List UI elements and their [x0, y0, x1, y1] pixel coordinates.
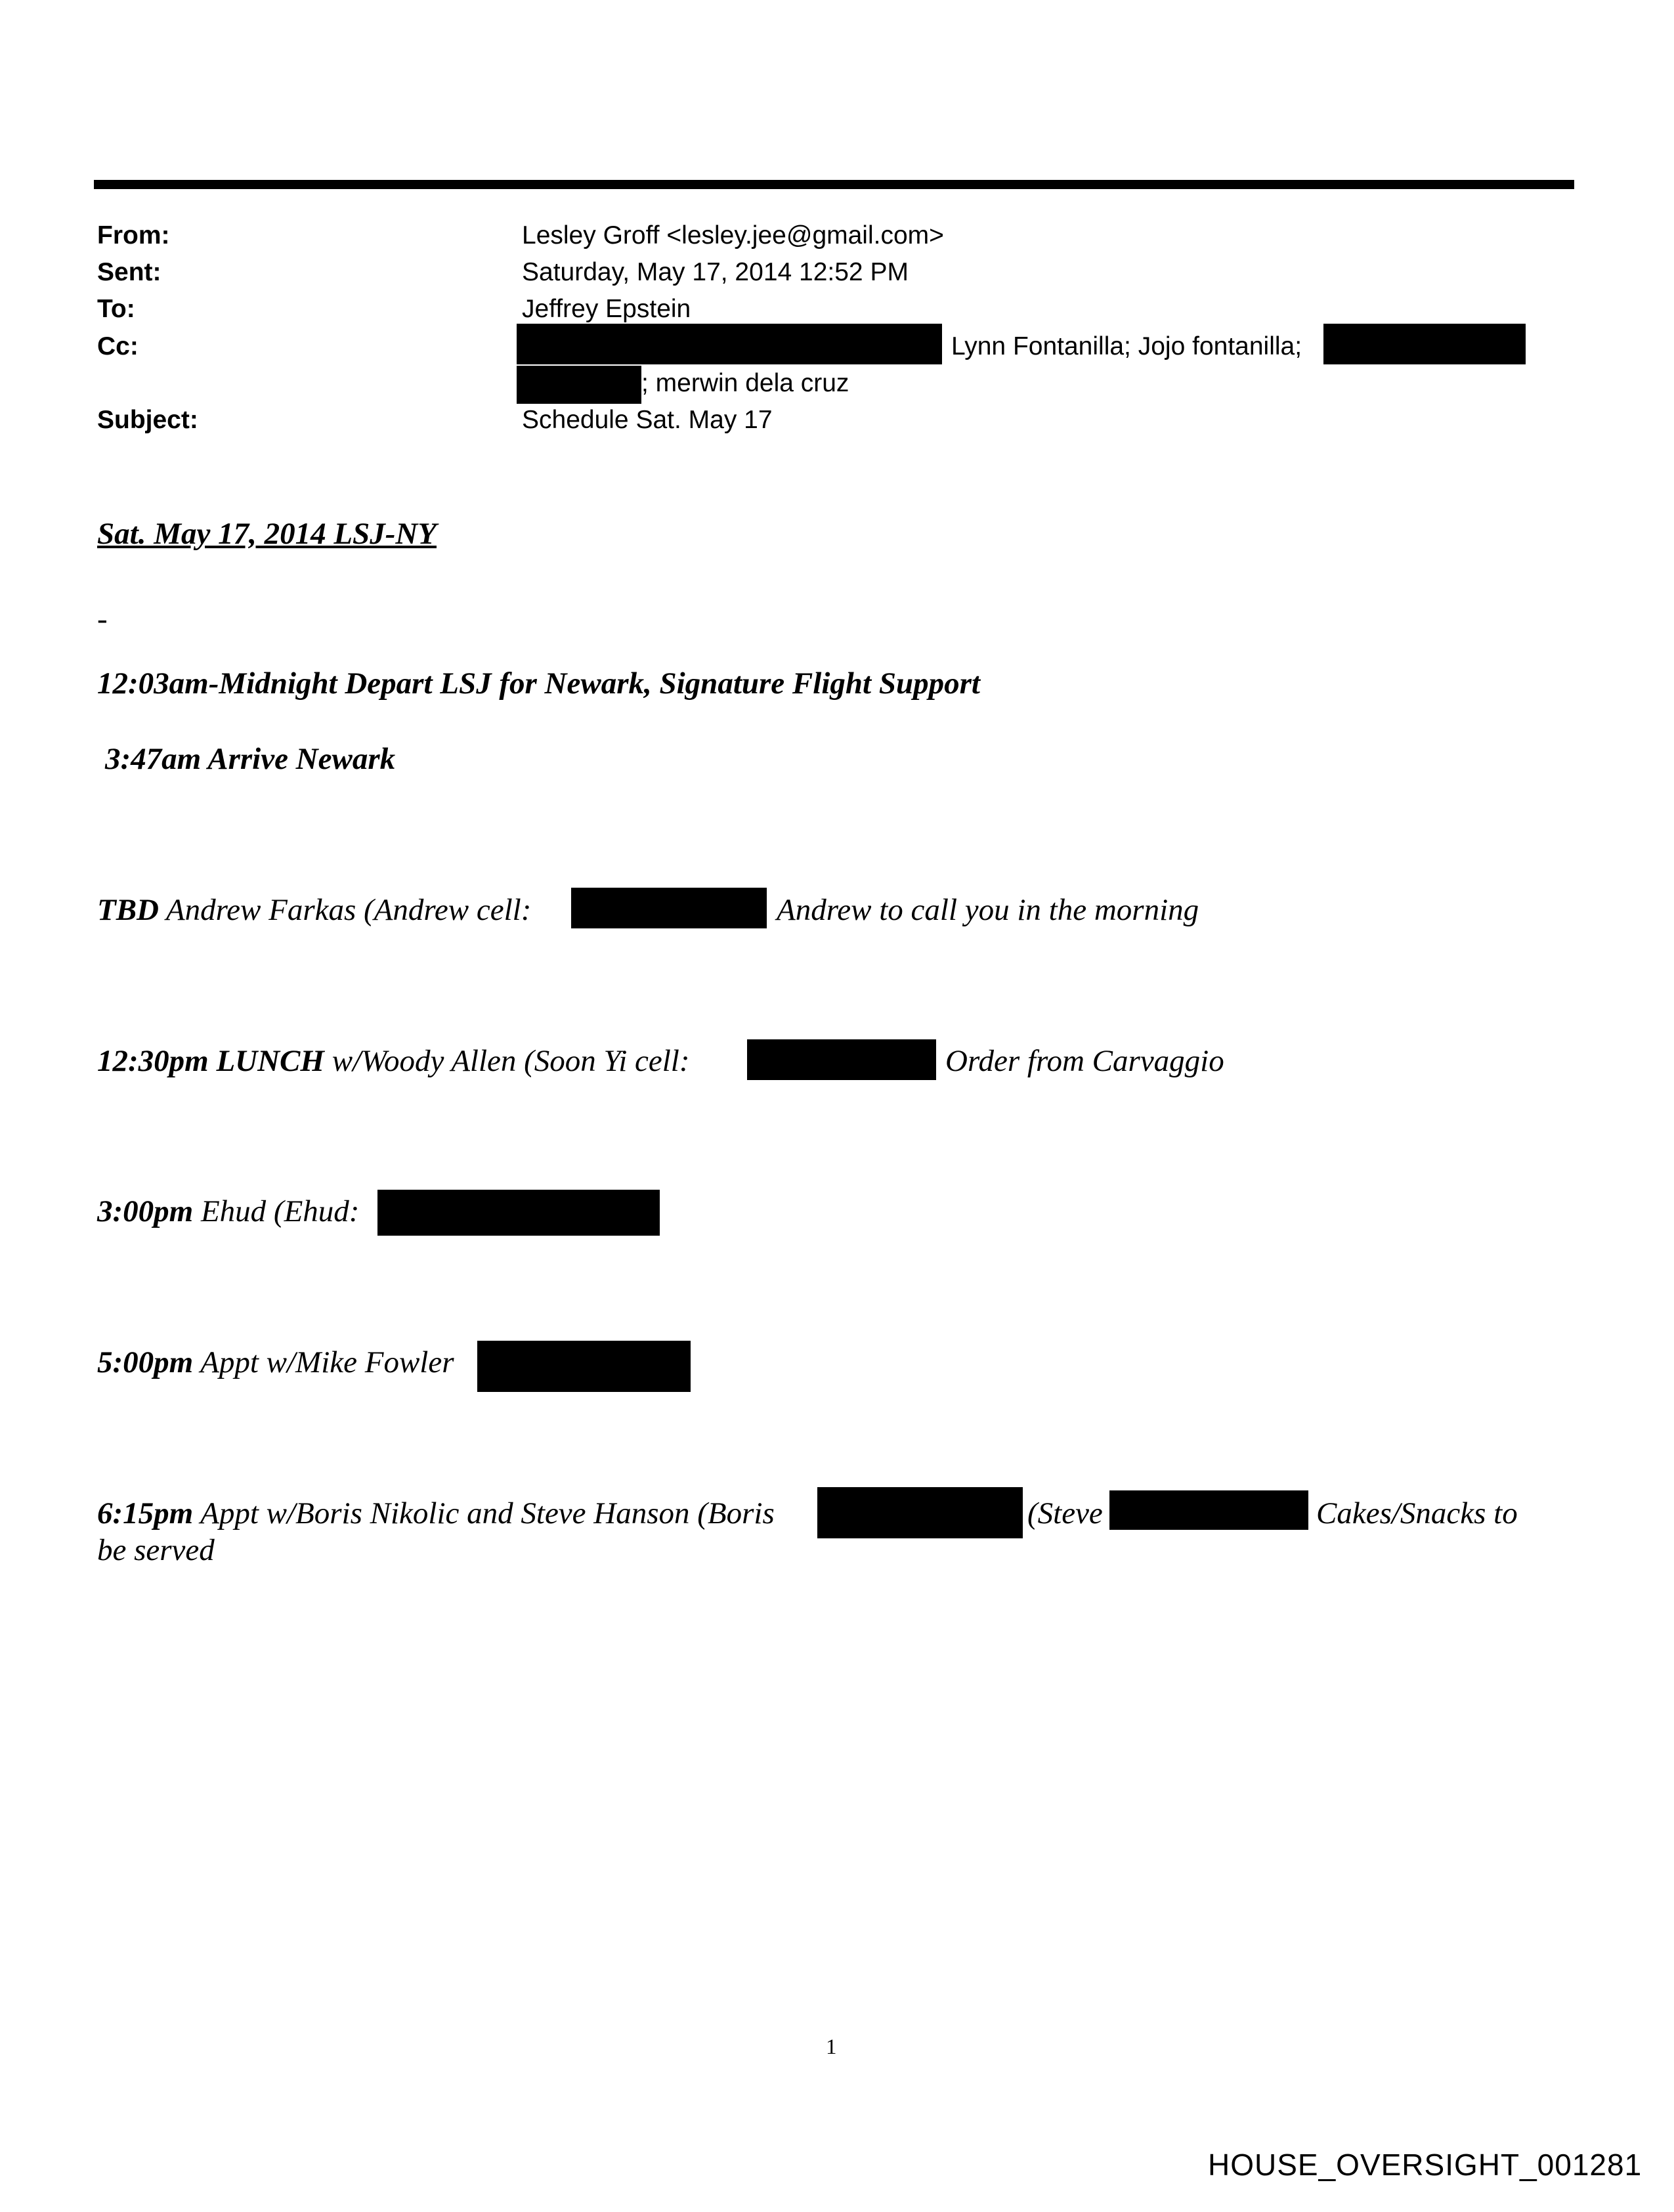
bates-number: HOUSE_OVERSIGHT_001281 [1208, 2148, 1642, 2182]
to-value: Jeffrey Epstein [522, 295, 691, 323]
boris-text-cakes: Cakes/Snacks to [1316, 1496, 1518, 1530]
schedule-line-arrive: 3:47am Arrive Newark [105, 742, 396, 776]
boris-text: Appt w/Boris Nikolic and Steve Hanson (Boris [200, 1496, 775, 1530]
tbd-text: Andrew Farkas (Andrew cell: [165, 893, 532, 927]
redaction-box [1109, 1490, 1308, 1530]
ehud-time: 3:00pm [97, 1194, 194, 1228]
page-number: 1 [826, 2035, 837, 2059]
schedule-line-mike [97, 1344, 454, 1381]
schedule-line-lunch [97, 1043, 690, 1079]
cc-line2: ; merwin dela cruz [641, 369, 849, 397]
boris-text-served: be served [97, 1533, 215, 1567]
to-label: To: [97, 295, 135, 323]
ehud-text: Ehud (Ehud: [200, 1194, 360, 1228]
schedule-line-ehud [97, 1193, 359, 1230]
redaction-box [747, 1039, 936, 1080]
redaction-box [517, 324, 942, 364]
subject-label: Subject: [97, 406, 198, 434]
mike-text: Appt w/Mike Fowler [200, 1345, 454, 1379]
redaction-box [1323, 324, 1526, 364]
mike-time: 5:00pm [97, 1345, 194, 1379]
boris-time: 6:15pm [97, 1496, 194, 1530]
from-label: From: [97, 221, 170, 249]
header-rule [94, 180, 1574, 189]
tbd-time: TBD [97, 893, 159, 927]
redaction-box [517, 366, 641, 404]
from-value: Lesley Groff <lesley.jee@gmail.com> [522, 221, 944, 249]
schedule-title: Sat. May 17, 2014 LSJ-NY [97, 517, 437, 551]
subject-value: Schedule Sat. May 17 [522, 406, 773, 434]
cc-line1: Lynn Fontanilla; Jojo fontanilla; [951, 332, 1302, 360]
cc-label: Cc: [97, 332, 139, 360]
redaction-box [817, 1487, 1023, 1538]
schedule-line-depart: 12:03am-Midnight Depart LSJ for Newark, Signature Flight Support [97, 666, 980, 701]
sent-label: Sent: [97, 258, 161, 286]
dash: - [97, 602, 108, 636]
lunch-text: w/Woody Allen (Soon Yi cell: [332, 1044, 690, 1078]
tbd-note: Andrew to call you in the morning [777, 893, 1199, 927]
sent-value: Saturday, May 17, 2014 12:52 PM [522, 258, 909, 286]
lunch-note: Order from Carvaggio [945, 1044, 1224, 1078]
schedule-line-boris [97, 1495, 775, 1532]
boris-text-steve: (Steve [1027, 1496, 1103, 1530]
redaction-box [377, 1190, 660, 1236]
lunch-time: 12:30pm LUNCH [97, 1044, 324, 1078]
schedule-line-tbd [97, 892, 531, 928]
redaction-box [571, 888, 767, 928]
redaction-box [477, 1341, 691, 1392]
